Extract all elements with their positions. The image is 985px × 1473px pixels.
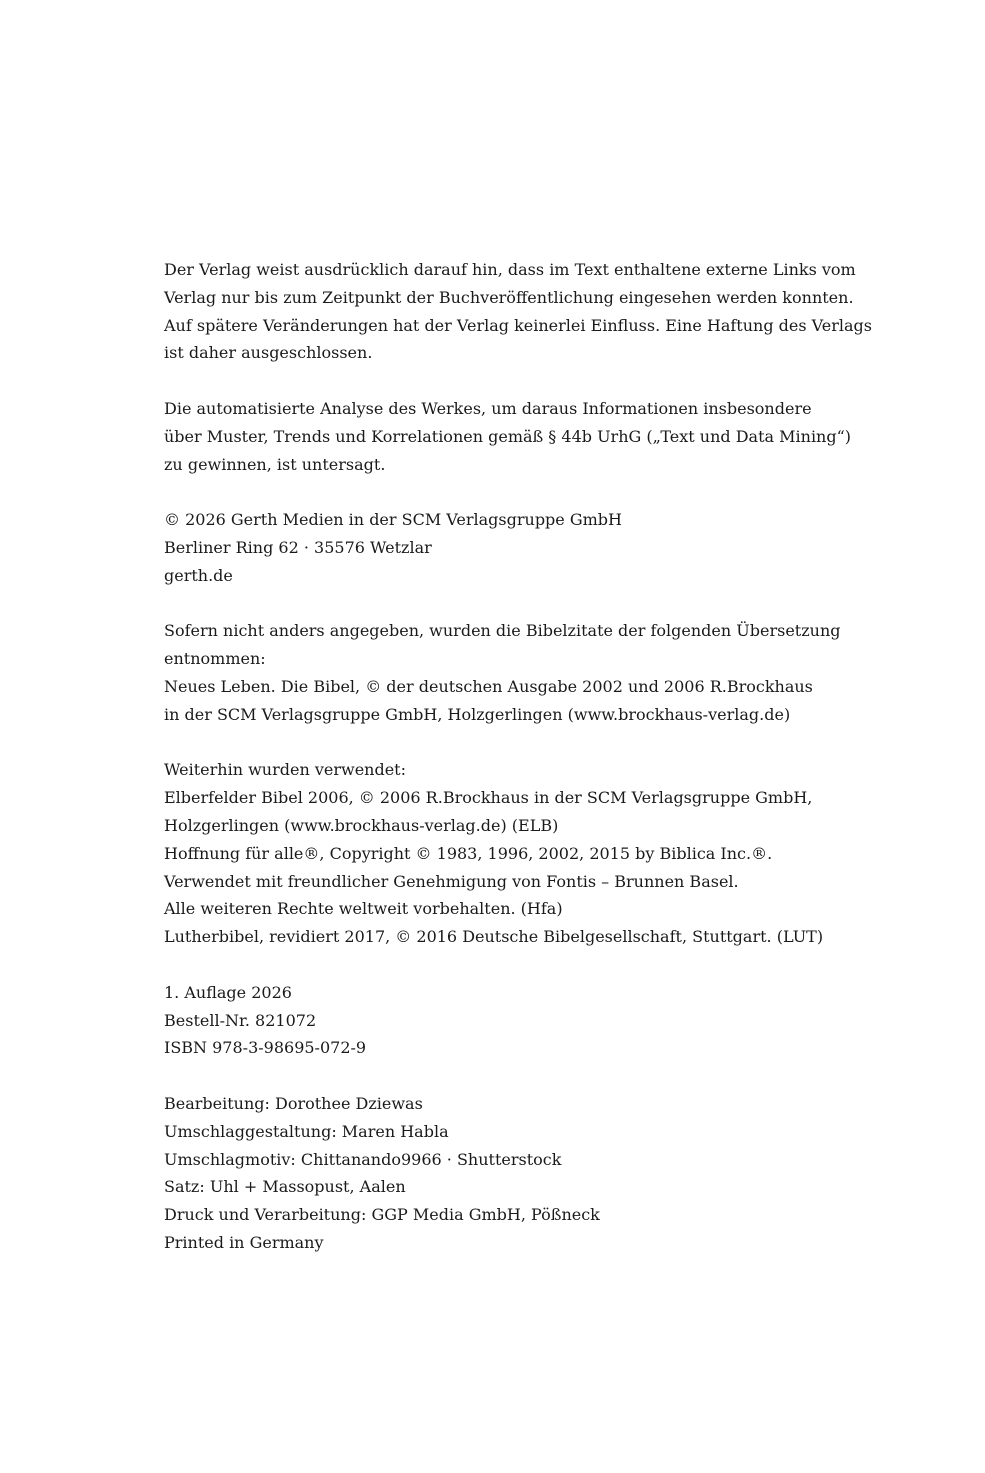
credit-editing: Bearbeitung: Dorothee Dziewas — [164, 1093, 423, 1113]
disclaimer-line: Auf spätere Veränderungen hat der Verlag keinerlei Einfluss. Eine Haftung des Verlags — [164, 315, 872, 335]
edition-number: 1. Auflage 2026 — [164, 982, 292, 1002]
imprint-page — [164, 256, 872, 1284]
tdm-notice-line: über Muster, Trends und Korrelationen gemäß § 44b UrhG („Text und Data Mining“) — [164, 426, 852, 446]
other-bibles-line: Elberfelder Bibel 2006, © 2006 R.Brockhaus in der SCM Verlagsgruppe GmbH, — [164, 788, 813, 808]
publisher-address: Berliner Ring 62 · 35576 Wetzlar — [164, 537, 432, 557]
other-bibles-line: Hoffnung für alle®, Copyright © 1983, 1996, 2002, 2015 by Biblica Inc.®. — [164, 843, 773, 863]
other-bibles-heading: Weiterhin wurden verwendet: — [164, 760, 406, 780]
tdm-notice-line: Die automatisierte Analyse des Werkes, um daraus Informationen insbesondere — [164, 398, 812, 418]
order-number: Bestell-Nr. 821072 — [164, 1010, 317, 1030]
other-bibles-paragraph — [164, 756, 864, 951]
isbn: ISBN 978-3-98695-072-9 — [164, 1038, 367, 1058]
credit-printing: Druck und Verarbeitung: GGP Media GmbH, Pößneck — [164, 1205, 600, 1225]
credit-cover-design: Umschlaggestaltung: Maren Habla — [164, 1121, 449, 1141]
bible-source-paragraph — [164, 617, 864, 728]
publisher-copyright: © 2026 Gerth Medien in der SCM Verlagsgruppe GmbH — [164, 510, 622, 530]
disclaimer-paragraph — [164, 256, 872, 367]
disclaimer-line: Verlag nur bis zum Zeitpunkt der Buchveröffentlichung eingesehen werden konnten. — [164, 287, 854, 307]
credit-cover-motif: Umschlagmotiv: Chittanando9966 · Shutterstock — [164, 1149, 562, 1169]
other-bibles-line: Lutherbibel, revidiert 2017, © 2016 Deutsche Bibelgesellschaft, Stuttgart. (LUT) — [164, 927, 824, 947]
other-bibles-line: Holzgerlingen (www.brockhaus-verlag.de) (ELB) — [164, 815, 559, 835]
tdm-notice-line: zu gewinnen, ist untersagt. — [164, 454, 386, 474]
bible-source-line: entnommen: — [164, 649, 266, 669]
edition-block — [164, 979, 864, 1062]
disclaimer-line: ist daher ausgeschlossen. — [164, 343, 373, 363]
bible-source-line: in der SCM Verlagsgruppe GmbH, Holzgerlingen (www.brockhaus-verlag.de) — [164, 704, 791, 724]
disclaimer-line: Der Verlag weist ausdrücklich darauf hin, dass im Text enthaltene externe Links vom — [164, 260, 856, 279]
bible-source-line: Neues Leben. Die Bibel, © der deutschen Ausgabe 2002 und 2006 R.Brockhaus — [164, 676, 813, 696]
tdm-notice-paragraph — [164, 395, 864, 478]
publisher-block — [164, 506, 864, 589]
publisher-website: gerth.de — [164, 565, 233, 585]
credits-block — [164, 1090, 864, 1257]
printed-in: Printed in Germany — [164, 1232, 324, 1252]
bible-source-line: Sofern nicht anders angegeben, wurden die Bibelzitate der folgenden Übersetzung — [164, 621, 841, 641]
other-bibles-line: Alle weiteren Rechte weltweit vorbehalten. (Hfa) — [164, 899, 563, 919]
other-bibles-line: Verwendet mit freundlicher Genehmigung von Fontis – Brunnen Basel. — [164, 871, 739, 891]
credit-typesetting: Satz: Uhl + Massopust, Aalen — [164, 1177, 406, 1197]
